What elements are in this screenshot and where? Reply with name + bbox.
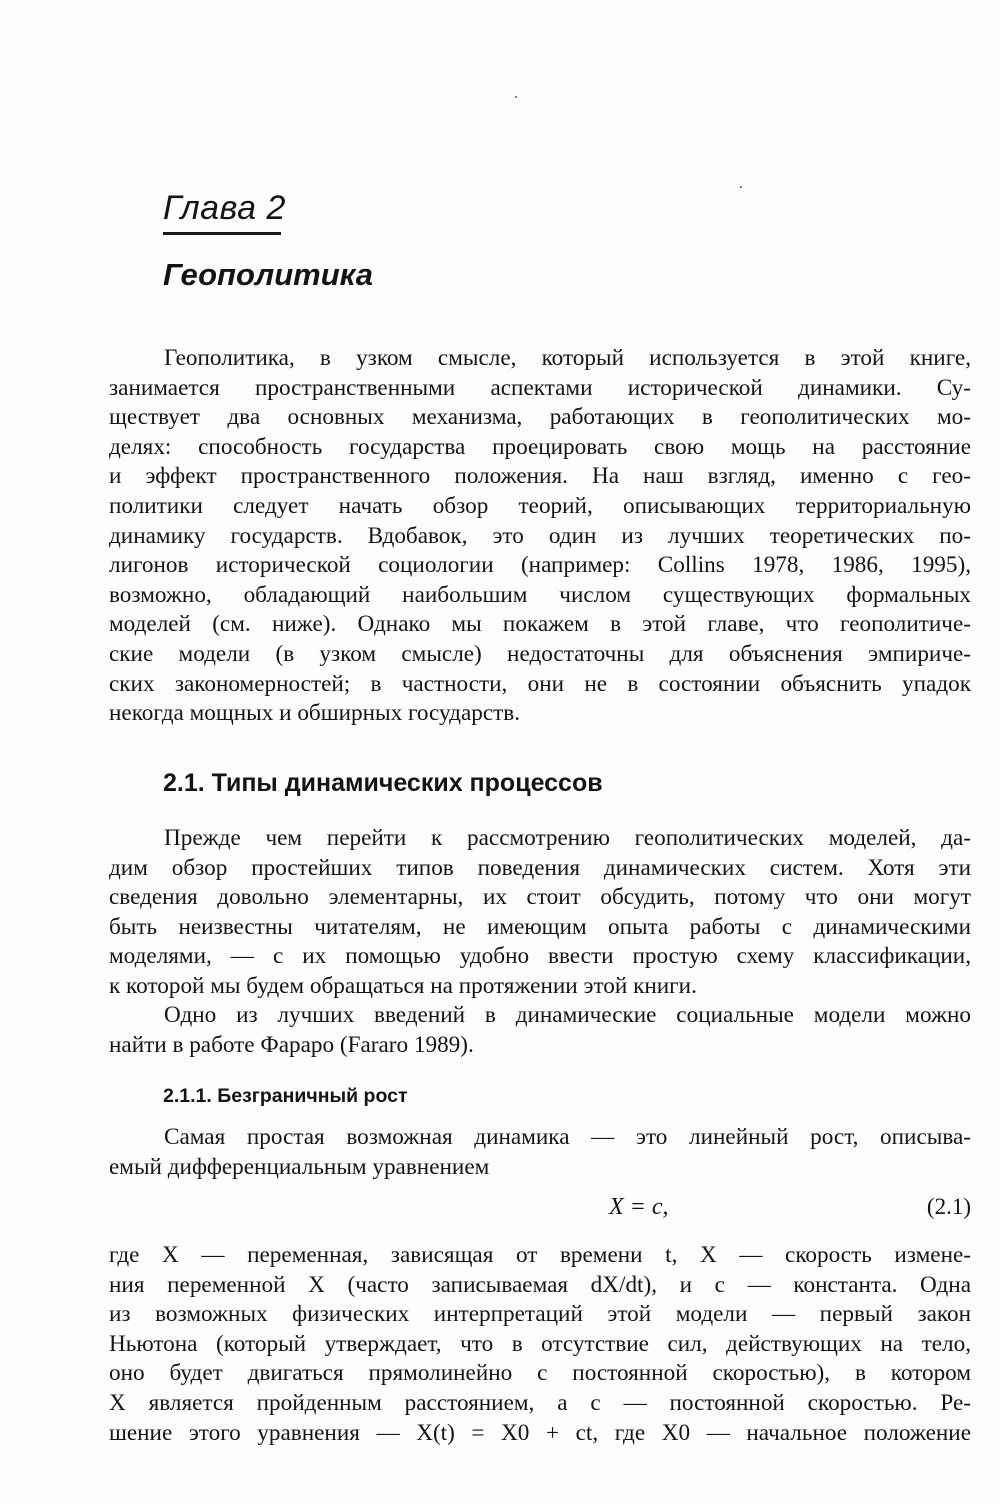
- intro-paragraph: [109, 344, 971, 729]
- section-paragraph: [109, 1241, 971, 1448]
- text-line: X является пройденным расстоянием, а c — постоянной скоростью. Ре-: [109, 1389, 971, 1416]
- section-heading: 2.1. Типы динамических процессов: [163, 769, 603, 797]
- section-paragraph: [109, 1001, 971, 1060]
- text-line: ских закономерностей; в частности, они не в состоянии объяснить упадок: [109, 670, 971, 697]
- text-line: занимается пространственными аспектами исторической динамики. Су-: [109, 374, 971, 401]
- text-line: оно будет двигаться прямолинейно с постоянной скоростью), в котором: [109, 1360, 971, 1387]
- text-line: Прежде чем перейти к рассмотрению геополитических моделей, да-: [164, 825, 971, 851]
- chapter-label: Глава 2: [163, 189, 286, 227]
- text-line: Самая простая возможная динамика — это линейный рост, описыва-: [164, 1124, 971, 1150]
- text-line: политики следует начать обзор теорий, описывающих территориальную: [109, 492, 971, 519]
- text-line: дим обзор простейших типов поведения динамических систем. Хотя эти: [109, 854, 971, 881]
- text-line: некогда мощных и обширных государств.: [109, 700, 521, 727]
- text-line: и эффект пространственного положения. На наш взгляд, именно с гео-: [109, 463, 971, 490]
- text-line: моделями, — с их помощью удобно ввести простую схему классификации,: [109, 943, 971, 970]
- text-line: ществует два основных механизма, работающих в геополитических мо-: [109, 404, 971, 431]
- subsection-heading: 2.1.1. Безграничный рост: [163, 1085, 408, 1107]
- text-line: емый дифференциальным уравнением: [109, 1153, 490, 1180]
- text-line: найти в работе Фараро (Fararo 1989).: [109, 1031, 474, 1058]
- text-line: динамику государств. Вдобавок, это один из лучших теоретических по-: [109, 522, 971, 549]
- text-line: шение этого уравнения — X(t) = X0 + ct, где X0 — начальное положение: [109, 1419, 971, 1446]
- text-line: ния переменной X (часто записываемая dX/dt), и c — константа. Одна: [109, 1271, 971, 1298]
- equation-2-1: [109, 1190, 971, 1224]
- scan-speck: [515, 96, 517, 98]
- text-line: Одно из лучших введений в динамические социальные модели можно: [164, 1002, 971, 1028]
- text-line: Геополитика, в узком смысле, который используется в этой книге,: [164, 345, 971, 371]
- chapter-underline: [163, 232, 281, 235]
- text-line: возможно, обладающий наибольшим числом существующих формальных: [109, 581, 971, 608]
- text-line: к которой мы будем обращаться на протяжении этой книги.: [109, 972, 697, 999]
- equation-body: X = c,: [609, 1194, 669, 1220]
- text-line: делях: способность государства проецировать свою мощь на расстояние: [109, 433, 971, 460]
- text-line: сведения довольно элементарны, их стоит обсудить, потому что они могут: [109, 884, 971, 911]
- text-line: быть неизвестны читателям, не имеющим опыта работы с динамическими: [109, 913, 971, 940]
- text-line: из возможных физических интерпретаций этой модели — первый закон: [109, 1301, 971, 1328]
- text-line: моделей (см. ниже). Однако мы покажем в этой главе, что геополитиче-: [109, 611, 971, 638]
- equation-number: (2.1): [926, 1194, 971, 1219]
- scan-speck: [740, 186, 742, 188]
- text-line: лигонов исторической социологии (например: Collins 1978, 1986, 1995),: [109, 552, 971, 579]
- chapter-title: Геополитика: [163, 257, 373, 292]
- section-paragraph: [109, 824, 971, 1002]
- text-line: где X — переменная, зависящая от времени t, X — скорость измене-: [109, 1242, 971, 1268]
- section-paragraph: [109, 1123, 971, 1182]
- text-line: ские модели (в узком смысле) недостаточны для объяснения эмпириче-: [109, 640, 971, 667]
- text-line: Ньютона (который утверждает, что в отсутствие сил, действующих на тело,: [109, 1330, 971, 1357]
